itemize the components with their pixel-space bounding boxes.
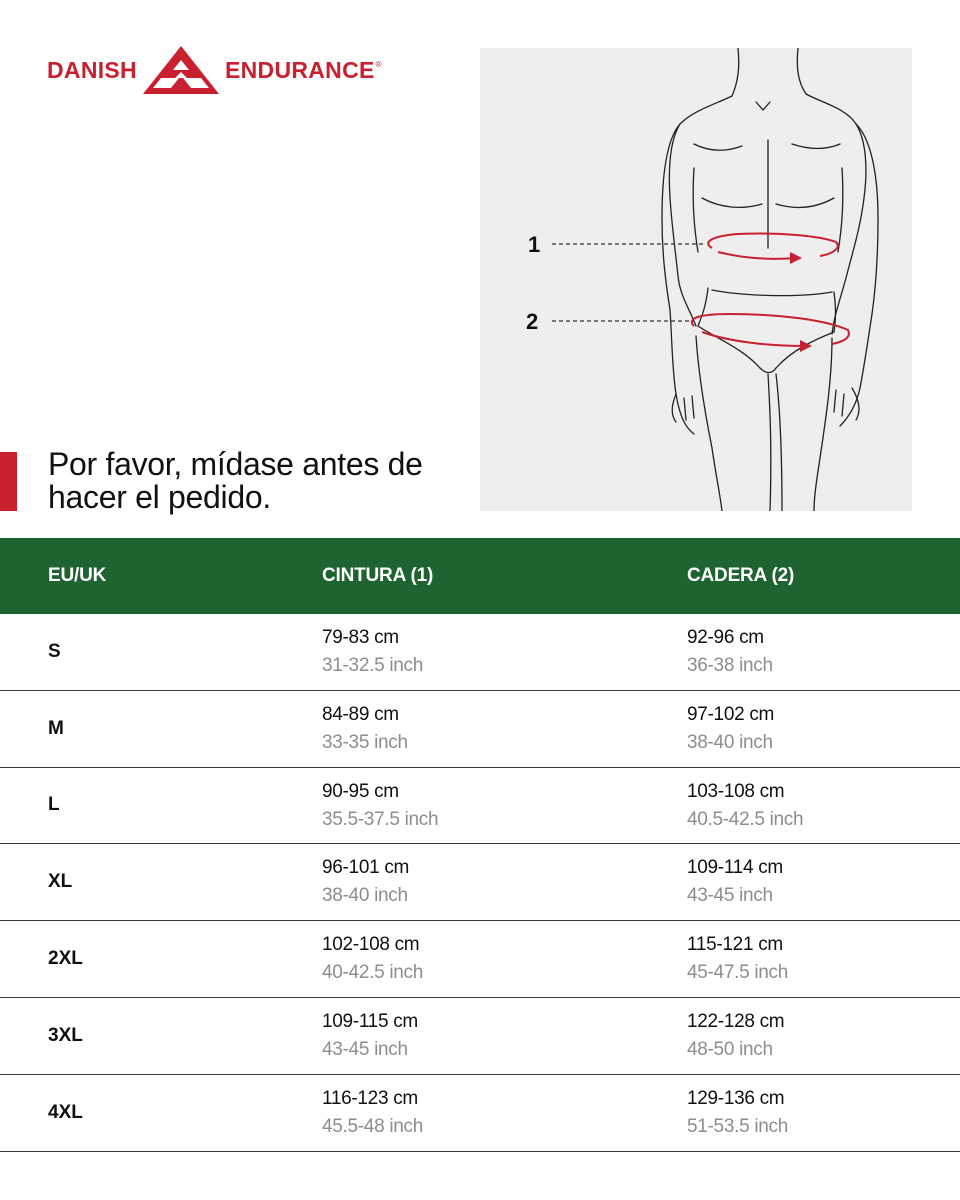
hip-cm: 109-114 cm [687,857,783,879]
waist-inch: 35.5-37.5 inch [322,808,439,830]
header-hip: CADERA (2) [687,565,795,586]
table-body [0,614,960,1152]
size-label: 4XL [48,1101,83,1123]
callout-number-2: 2 [526,309,539,334]
table-row [0,1075,960,1152]
waist-inch: 31-32.5 inch [322,655,423,676]
size-label: S [48,640,61,662]
size-label: 3XL [48,1024,83,1046]
waist-cell [322,778,438,834]
table-row [0,691,960,768]
table-row [0,844,960,921]
header-waist: CINTURA (1) [322,565,434,586]
hip-cell [687,854,783,910]
logo-word-danish: DANISH [47,56,137,83]
hip-cell [687,1085,788,1141]
hip-inch: 43-45 inch [687,885,773,907]
accent-bar [0,452,17,511]
size-label: L [48,794,60,816]
header-size: EU/UK [48,565,107,586]
hip-inch: 51-53.5 inch [687,1115,788,1137]
waist-inch: 43-45 inch [322,1038,408,1060]
hip-cm: 97-102 cm [687,703,775,725]
hip-cm: 129-136 cm [687,1087,785,1109]
waist-cell [322,854,409,910]
table-header [0,538,960,614]
waist-cell [322,1008,418,1064]
callout-number-1: 1 [528,232,541,257]
size-label: M [48,717,64,739]
hip-cm: 103-108 cm [687,780,785,802]
hip-inch: 38-40 inch [687,731,773,753]
waist-inch: 38-40 inch [322,885,408,907]
hip-cm: 92-96 cm [687,627,764,648]
waist-cell [322,931,423,987]
waist-cm: 96-101 cm [322,857,410,879]
brand-logo [47,44,382,96]
logo-registered-mark: ® [375,60,382,69]
measurement-figure [480,48,912,511]
waist-cm: 84-89 cm [322,703,399,725]
logo-word-endurance: ENDURANCE [224,56,375,83]
table-row [0,998,960,1075]
hip-cell [687,1008,784,1064]
size-label: XL [48,871,73,893]
hip-inch: 40.5-42.5 inch [687,808,804,830]
hip-inch: 45-47.5 inch [687,962,788,984]
hip-inch: 36-38 inch [687,655,773,676]
waist-inch: 45.5-48 inch [322,1115,423,1137]
waist-inch: 40-42.5 inch [322,962,423,984]
page-headline: Por favor, mídase antes de hacer el pedido. [48,446,423,515]
waist-cm: 102-108 cm [322,934,420,956]
hip-cm: 115-121 cm [687,934,783,956]
hip-cell [687,624,773,680]
waist-cm: 116-123 cm [322,1087,418,1109]
table-row [0,768,960,845]
body-outline-illustration [480,48,912,511]
hip-cell [687,701,774,757]
size-table [0,538,960,1152]
hip-cm: 122-128 cm [687,1010,785,1032]
table-row [0,921,960,998]
waist-inch: 33-35 inch [322,731,408,753]
waist-cm: 79-83 cm [322,627,399,648]
waist-cell [322,1085,423,1141]
hip-cell [687,778,803,834]
size-label: 2XL [48,948,83,970]
waist-cell [322,624,423,680]
logo-mountain-icon [141,44,221,96]
hip-inch: 48-50 inch [687,1038,773,1060]
waist-cm: 90-95 cm [322,780,399,802]
waist-cell [322,701,408,757]
table-row [0,614,960,691]
waist-cm: 109-115 cm [322,1010,418,1032]
hip-cell [687,931,788,987]
